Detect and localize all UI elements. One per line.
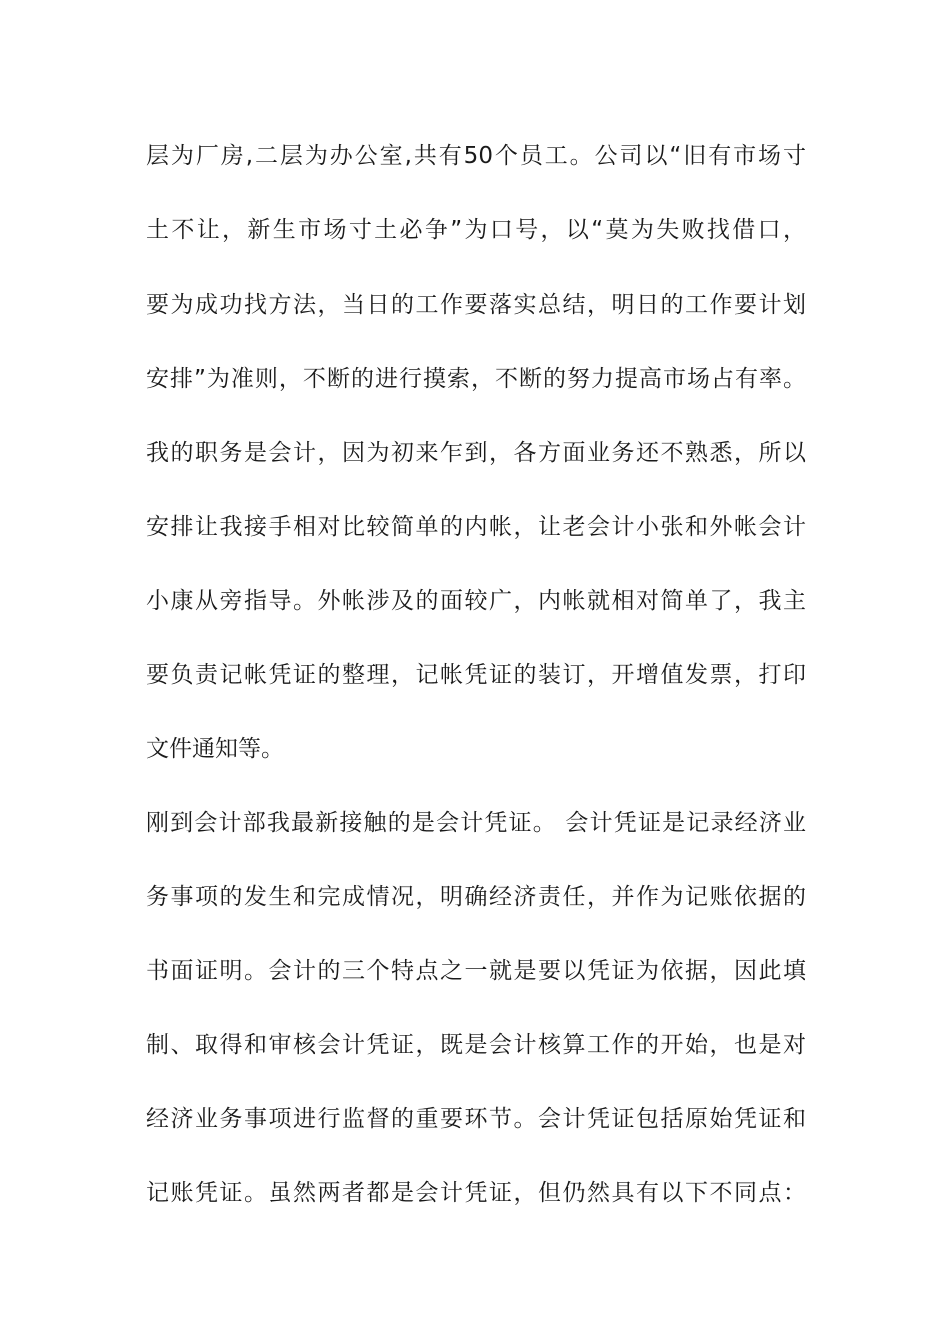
paragraph-1-line-7: 小康从旁指导。外帐涉及的面较广，内帐就相对简单了，我主 bbox=[146, 588, 806, 614]
paragraph-2-line-4: 制、取得和审核会计凭证，既是会计核算工作的开始，也是对 bbox=[146, 1032, 806, 1058]
paragraph-1-line-1: 层为厂房,二层为办公室,共有50个员工。公司以“旧有市场寸 bbox=[146, 143, 806, 169]
paragraph-2-line-2: 务事项的发生和完成情况，明确经济责任，并作为记账依据的 bbox=[146, 884, 806, 910]
paragraph-1-line-9: 文件通知等。 bbox=[146, 736, 284, 762]
paragraph-2-line-3: 书面证明。会计的三个特点之一就是要以凭证为依据，因此填 bbox=[146, 958, 806, 984]
paragraph-1-line-4: 安排”为准则，不断的进行摸索，不断的努力提高市场占有率。 bbox=[146, 366, 806, 392]
paragraph-1-line-8: 要负责记帐凭证的整理，记帐凭证的装订，开增值发票，打印 bbox=[146, 662, 806, 688]
paragraph-2-line-5: 经济业务事项进行监督的重要环节。会计凭证包括原始凭证和 bbox=[146, 1106, 806, 1132]
paragraph-1-line-5: 我的职务是会计，因为初来乍到，各方面业务还不熟悉，所以 bbox=[146, 440, 806, 466]
paragraph-1-line-6: 安排让我接手相对比较简单的内帐，让老会计小张和外帐会计 bbox=[146, 514, 806, 540]
paragraph-2-line-1: 刚到会计部我最新接触的是会计凭证。 会计凭证是记录经济业 bbox=[146, 810, 806, 836]
paragraph-1-line-3: 要为成功找方法，当日的工作要落实总结，明日的工作要计划 bbox=[146, 292, 806, 318]
paragraph-2-line-6: 记账凭证。虽然两者都是会计凭证，但仍然具有以下不同点： bbox=[146, 1180, 806, 1206]
paragraph-1-line-2: 土不让，新生市场寸土必争”为口号，以“莫为失败找借口， bbox=[146, 217, 806, 243]
